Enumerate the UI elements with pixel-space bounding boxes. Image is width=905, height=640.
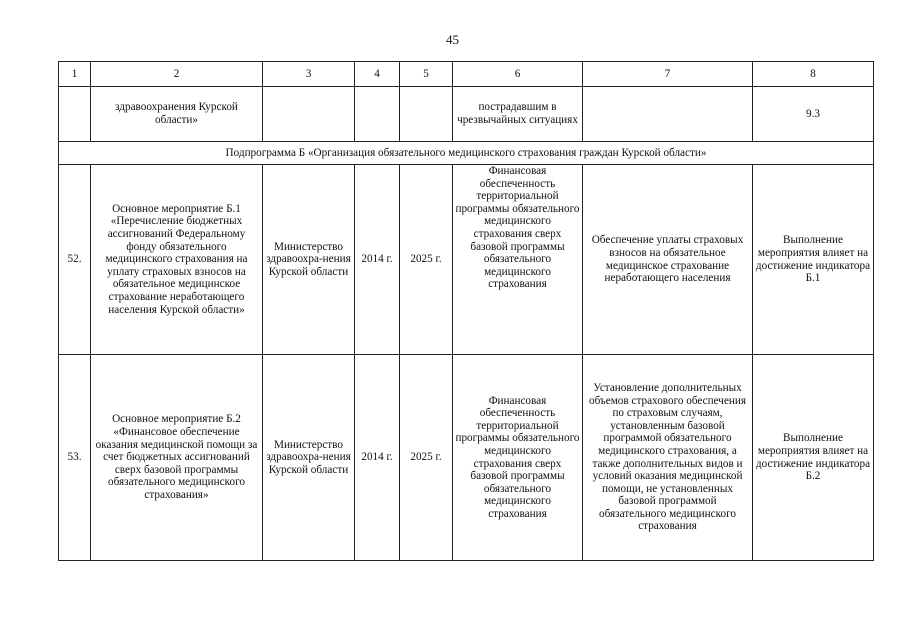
cell-measure: Основное мероприятие Б.2 «Финансовое обеспечение оказания медицинской помощи за счет бюджетных ассигнований сверх базовой программы обязательного медицинского страхования» — [91, 355, 263, 561]
table-row — [59, 355, 874, 561]
cell-content — [583, 87, 753, 142]
header-cell: 4 — [355, 62, 400, 87]
cell-executor — [263, 87, 355, 142]
subprogram-title: Подпрограмма Б «Организация обязательного медицинского страхования граждан Курской области» — [59, 142, 874, 165]
header-cell: 2 — [91, 62, 263, 87]
page-number: 45 — [446, 32, 459, 47]
cell-start: 2014 г. — [355, 165, 400, 355]
subprogram-row — [59, 142, 874, 165]
cell-measure: Основное мероприятие Б.1 «Перечисление бюджетных ассигнований Федеральному фонду обязательного медицинского страхования на уплату страховых взносов на обязательное медицинское страхование неработающего населения Курской области» — [91, 165, 263, 355]
cell-link: Выполнение мероприятия влияет на достижение индикатора Б.2 — [753, 355, 874, 561]
cell-start — [355, 87, 400, 142]
cell-end: 2025 г. — [400, 165, 453, 355]
table-header-row — [59, 62, 874, 87]
cell-number — [59, 87, 91, 142]
continuation-row — [59, 87, 874, 142]
cell-measure: здравоохранения Курской области» — [91, 87, 263, 142]
cell-result: Финансовая обеспеченность территориальной программы обязательного медицинского страхования сверх базовой программы обязательного медицинского страхования — [453, 355, 583, 561]
header-cell: 7 — [583, 62, 753, 87]
header-cell: 6 — [453, 62, 583, 87]
cell-number: 53. — [59, 355, 91, 561]
cell-link: Выполнение мероприятия влияет на достижение индикатора Б.1 — [753, 165, 874, 355]
measures-table — [58, 61, 874, 561]
cell-executor: Министерство здравоохра-нения Курской области — [263, 355, 355, 561]
cell-content: Обеспечение уплаты страховых взносов на обязательное медицинское страхование неработающего населения — [583, 165, 753, 355]
cell-end: 2025 г. — [400, 355, 453, 561]
header-cell: 3 — [263, 62, 355, 87]
header-cell: 5 — [400, 62, 453, 87]
header-cell: 1 — [59, 62, 91, 87]
header-cell: 8 — [753, 62, 874, 87]
cell-start: 2014 г. — [355, 355, 400, 561]
cell-number: 52. — [59, 165, 91, 355]
cell-executor: Министерство здравоохра-нения Курской области — [263, 165, 355, 355]
cell-result: Финансовая обеспеченность территориальной программы обязательного медицинского страхования сверх базовой программы обязательного медицинского страхования — [453, 165, 583, 355]
cell-result: пострадавшим в чрезвычайных ситуациях — [453, 87, 583, 142]
cell-link: 9.3 — [753, 87, 874, 142]
table-row — [59, 165, 874, 355]
cell-content: Установление дополнительных объемов страхового обеспечения по страховым случаям, установленным базовой программой обязательного медицинского страхования, а также дополнительных видов и условий оказания медицинской помощи, не установленных базовой программой обязательного медицинского страхования — [583, 355, 753, 561]
cell-end — [400, 87, 453, 142]
